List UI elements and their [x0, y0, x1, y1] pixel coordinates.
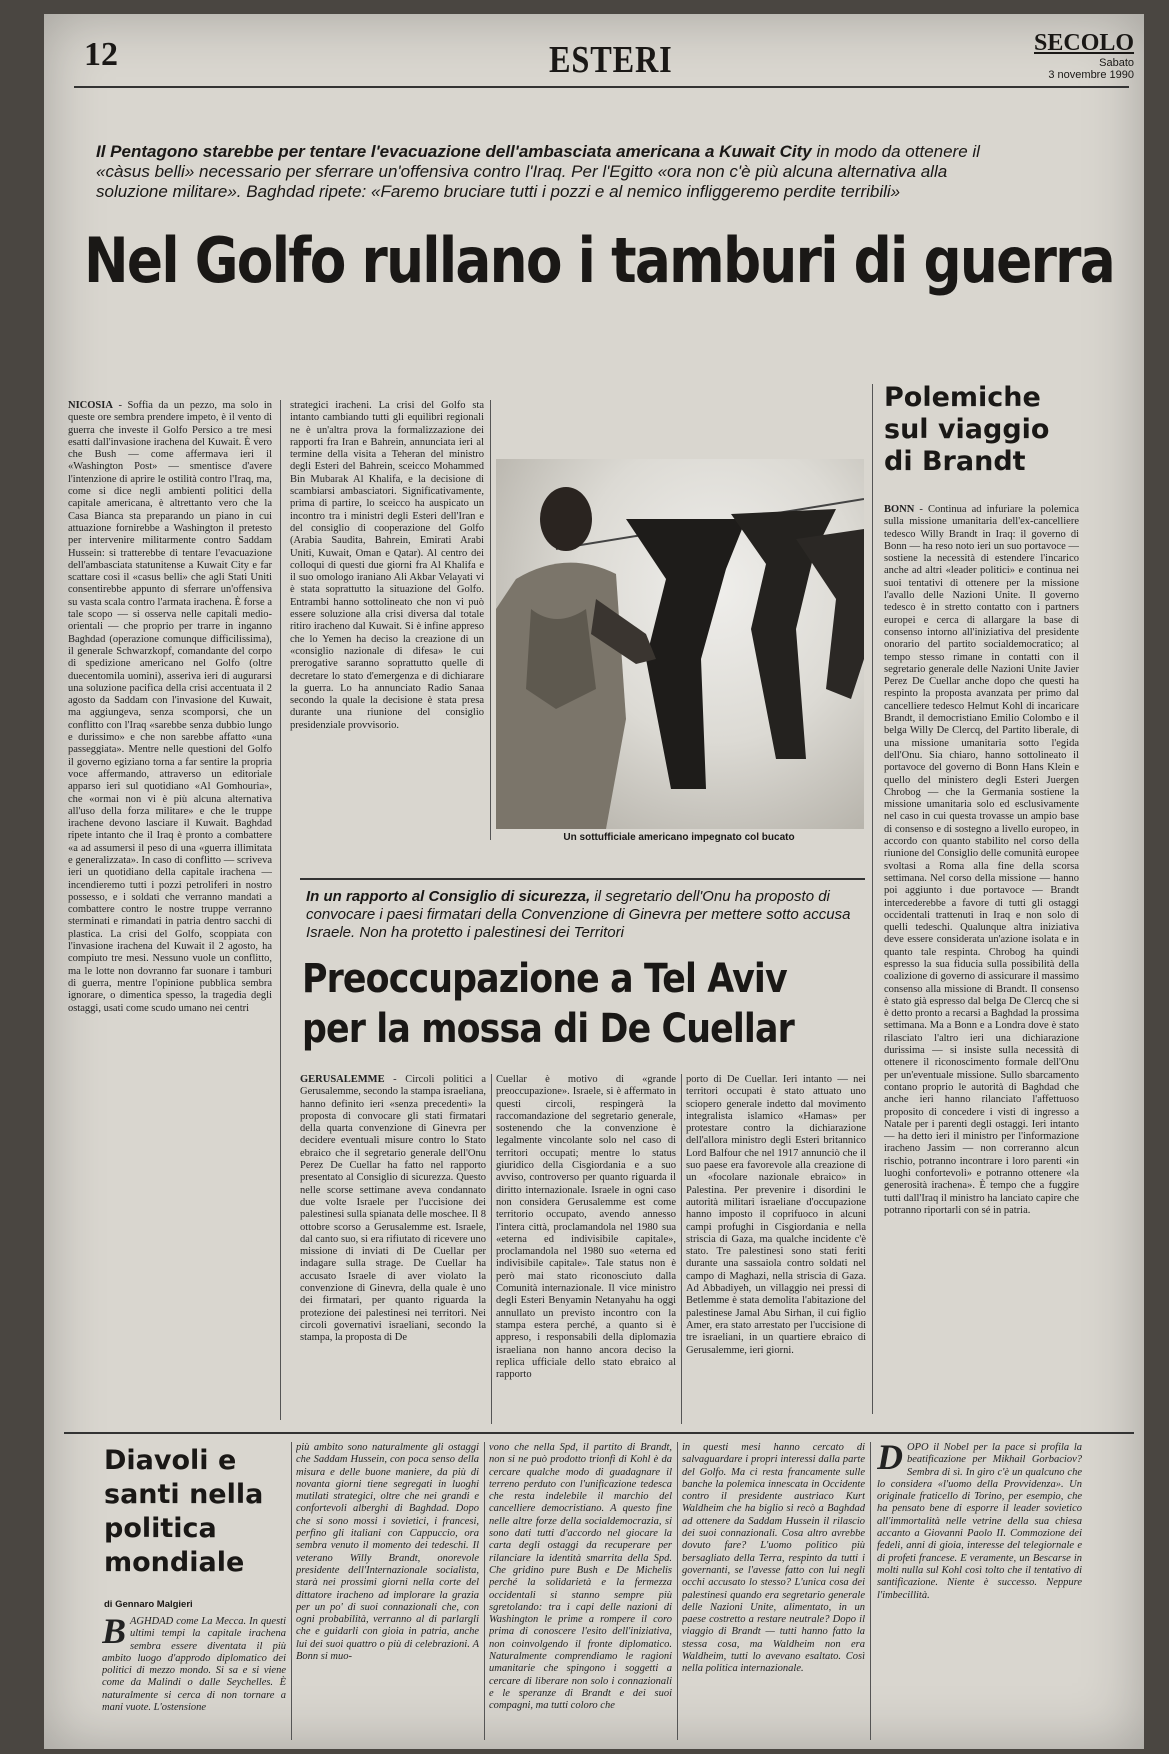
story3-column-5: [877, 1442, 1082, 1740]
story2-dateline: GERUSALEMME: [300, 1074, 385, 1085]
story1-leadin-bold: Il Pentagono starebbe per tentare l'evacuazione dell'ambasciata americana a Kuwait City: [96, 142, 812, 161]
story3-column-3: vono che nella Spd, il partito di Brandt, non si ne può prodotto trionfi di Kohl è da cercare qualche modo di guadagnare il terreno perduto con l'unificazione tedesca che resta indelebile il marchio del cancelliere democristiano. A questo fine nelle altre forze della socialdemocrazia, si sono dati tutti d'accordo nel giocare la carta degli ostaggi da recuperare per rilanciare la identità smarrita della Spd. Che gridino pure Bush e De Michelis perché la solidarietà e la fermezza occidentali si stanno sempre più sgretolando: tra i capi delle nazioni di Washington le prime a rompere il coro prima di conoscere l'esito dell'iniziativa, non coinvolgendo il fronte diplomatico. Naturalmente comprendiamo le ragioni umanitarie che spingono i soggetti a cercare di liberare non solo i connazionali e le speranze di Brandt e dei suoi compagni, ma tutti coloro che: [489, 1442, 672, 1712]
story3-column-1-text: AGHDAD come La Mecca. In questi ultimi tempi la capitale irachena sembra essere diventata il più ambito luogo d'approdo diplomatico dei politici di mezzo mondo. Si sa e si viene come da Malindi o dalle Seychelles. È naturalmente si cerca di non tornare a mani vuote. L'ostensione: [102, 1616, 286, 1714]
bottom-section-rule: [64, 1432, 1134, 1434]
column-rule: [490, 400, 491, 840]
column-rule: [484, 1442, 485, 1740]
story1-headline: Nel Golfo rullano i tamburi di guerra: [84, 224, 1114, 297]
masthead-logo: SECOLO: [1034, 30, 1135, 56]
header-rule: [74, 86, 1129, 88]
page-number: 12: [84, 36, 118, 73]
story3-column-2: più ambito sono naturalmente gli ostaggi che Saddam Hussein, con poca senso della misura e delle buone maniere, da più di novanta giorni tiene segregati in luoghi mutilati strategici, oltre che nei grandi e confortevoli alberghi di Baghdad. Dopo che si sono mossi i sovietici, i francesi, perfino gli italiani con Cappuccio, ora sembra venuto il momento dei tedeschi. Il veterano Willy Brandt, onorevole presidente dell'Internazionale socialista, starà nei prossimi giorni nella corte del dittatore iracheno ad implorare la grazia per un po' di suoi connazionali che, con ogni probabilità, verranno al di parlargli che e guidarli con gioia in patria, anche lui dei suoi quattro o più di celebrazioni. A Bonn si muo-: [296, 1442, 479, 1663]
story1-column-2: strategici iracheni. La crisi del Golfo sta intanto cambiando tutti gli equilibri regionali ne è un'altra prova la formalizzazione dei rapporti fra Iran e Bahrein, annunciata ieri al termine della visita a Teheran del ministro degli Esteri del Bahrein, sceicco Mohammed Bin Mubarak Al Khalifa, e la decisione di scambiarsi ambasciatori. Significativamente, prima di partire, lo sceicco ha auspicato un incontro tra i ministri degli Esteri dell'Iran e del consiglio di cooperazione del Golfo (Arabia Saudita, Bahrein, Emirati Arabi Uniti, Kuwait, Oman e Qatar). Al centro dei colloqui di questi due giorni fra Al Khalifa e il suo omologo iraniano Ali Akbar Velayati vi è stata soprattutto la situazione del Golfo. Entrambi hanno sottolineato che non vi può essere soluzione alla crisi diversa dal totale ritiro iracheno dal Kuwait. Si è infine appreso che lo Yemen ha deciso la creazione di un «consiglio nazionale di difesa» le cui prerogative saranno soprattutto quelle di decretare lo stato d'emergenza e di dichiarare la guerra. Lo ha annunciato Radio Sanaa secondo la quale la decisione è stata presa durante una riunione del consiglio presidenziale provvisorio.: [290, 400, 484, 731]
photo-illustration: [496, 459, 864, 829]
column-rule: [491, 1074, 492, 1424]
column-rule: [681, 1074, 682, 1424]
story1-dateline: NICOSIA: [68, 400, 113, 411]
story2-column-2: Cuellar è motivo di «grande preoccupazione». Israele, si è affermato in questi circoli, respingerà la raccomandazione del segretario generale, sostenendo che la convenzione è legalmente vincolante solo nel caso di territori occupati; mentre lo status giuridico della Cisgiordania e a suo avviso, controverso per quanto riguarda il diritto internazionale. Israele in ogni caso non considera Gerusalemme est come territorio occupato, avendo annesso l'intera città, proclamandola nel 1980 sua «eterna ed indivisibile capitale», proclamandola nel 1980 suo «eterna ed indivisibile capitale». Tale status non è però mai stato riconosciuto dalla Comunità internazionale. Il vice ministro degli Esteri Benyamin Netanyahu ha oggi annullato un previsto incontro con la stampa estera perché, a quanto si è appreso, i responsabili della diplomazia israeliana non hanno ancora deciso la replica ufficiale dello stato ebraico al rapporto: [496, 1074, 676, 1381]
story3-headline: Diavoli e santi nella politica mondiale: [104, 1445, 264, 1578]
story2-headline: Preoccupazione a Tel Aviv per la mossa di De Cuellar: [302, 956, 794, 1052]
photo-caption: Un sottufficiale americano impegnato col bucato: [563, 832, 795, 843]
column-rule: [291, 1442, 292, 1740]
masthead-date: 3 novembre 1990: [1048, 69, 1134, 81]
story2-rule: [300, 878, 865, 880]
newspaper-page: [44, 14, 1144, 1749]
sidebar-text: [884, 504, 1079, 1414]
story2-column-1-text: - Circoli politici a Gerusalemme, secondo la stampa israeliana, hanno definito ieri «senza precedenti» la proposta di convocare gli stati firmatari della quarta convenzione di Ginevra per decidere eventuali misure contro lo Stato ebraico che il segretario generale dell'Onu Perez De Cuellar ha fatto nel rapporto presentato al Consiglio di sicurezza. Questo nelle scorse settimane aveva condannato due volte Israele per l'uccisione dei palestinesi sulla spianata delle moschee. Il 8 ottobre scorso a Gerusalemme est. Israele, dal canto suo, si era rifiutato di ricevere uno missione di inviati di De Cuellar per indagare sulla strage. De Cuellar ha accusato Israele di aver violato la convenzione di Ginevra, della quale è uno dei firmatari, per quanto riguarda la protezione dei palestinesi nei territori. Nei circoli governativi israeliani, secondo la stampa, la proposta di De: [300, 1074, 486, 1344]
column-rule: [870, 1442, 871, 1740]
masthead: [1034, 30, 1134, 81]
story3-dropcap-2: D: [877, 1442, 903, 1477]
story2-column-1: [300, 1074, 486, 1424]
sidebar-headline: Polemiche sul viaggio di Brandt: [884, 382, 1050, 477]
sidebar-text-body: - Continua ad infuriare la polemica sulla missione umanitaria dell'ex-cancelliere tedesco Willy Brandt in Iraq: il governo di Bonn — ha reso noto ieri un suo portavoce — sostiene la necessità di estendere l'incarico anche ad altri «leader politici» e continua nei suoi tentativi di ottenere per la missione l'avallo delle Nazioni Unite. Il governo tedesco è in stretto contatto con i partners europei e cerca di allargare la base di consenso intorno all'iniziativa del presidente onorario del partito socialdemocratico; al tempo stesso rimane in contatti con il segretario generale delle Nazioni Unite Javier Perez De Cuellar anche dopo che questi ha respinto la proposta avanzata per primo dal cancelliere tedesco Helmut Kohl di incaricare Brandt, il democristiano Emilio Colombo e il belga Willy De Clercq, del Partito liberale, di una missione umanitaria sotto l'egida dell'Onu. Sia chiaro, hanno sottolineato il portavoce del governo di Bonn Hans Klein e quello del ministero degli Esteri Juergen Chrobog — che la Germania sostiene la missione umanitaria solo ed esclusivamente nel caso in cui questa trovasse un ampio base di consenso e di sostegno a livello europeo, in accordo con quanto stabilito nel corso della riunione del Consiglio delle comunità europee svoltasi a Roma alla fine della scorsa settimana. Nel corso della missione — hanno poi aggiunto i due portavoce — Brandt intercederebbe a favore di tutti gli ostaggi occidentali trattenuti in Iraq e non solo di quelli tedeschi. Qualunque altra iniziativa deve essere considerata un'azione isolata e in quanto tale respinta. Chrobog ha quindi espresso la sua fiducia sulla possibilità della coalizione di governo di assicurare il massimo consenso alla missione di Brandt. Il consenso è stato già espresso dal belga De Clercq che si è detto pronto a recarsi a Baghdad la prossima settimana. Ma a Bonn e a Londra dove è stato rilasciato l'altro ieri una dichiarazione durissima — si insiste sulla necessità di ottenere il riconoscimento formale dell'Onu per un'eventuale missione. Sullo sbarcamento contano proprio le autorità di Baghdad che anche ieri hanno rilanciato l'affettuoso proposito di concedere i visti di ingresso a Natale per i parenti degli ostaggi. Ieri intanto — ha detto ieri il ministro per l'informazione iracheno Jassim — non correranno alcun rischio, potranno incontrare i loro parenti «in luoghi confortevoli» e potranno ottenere «la generosità irachena». È tempo che a fuggire tutti dall'Iraq il ministro ha lanciato capire che potranno riportarli con sé in patria.: [884, 504, 1079, 1216]
section-title: ESTERI: [549, 39, 673, 81]
story3-dropcap-1: B: [102, 1616, 127, 1651]
story2-leadin-rest: il segretario dell'Onu ha proposto di convocare i paesi firmatari della Convenzione di Ginevra per mettere sotto accusa Israele. Non ha protetto i palestinesi dei Territori: [306, 888, 851, 941]
story3-column-5-text: OPO il Nobel per la pace si profila la beatificazione per Mikhail Gorbaciov? Sembra di sì. In giro c'è un qualcuno che lo considera «l'uomo della Provvidenza». Un originale fraticello di Torino, per esempio, che ha pensato bene di esporre il leader sovietico all'immortalità nelle vetrine della sua chiesa accanto a Giovanni Paolo II. Commozione dei fedeli, anni di gioia, interesse del telegiornale e di profeti francese. E veramente, un Bescarse in molti nulla sul Kohl così tolto che il tentativo di santificazione. Niente è successo. Neppure l'imbecillità.: [877, 1442, 1082, 1601]
photo-soldier-laundry: [496, 459, 864, 829]
story1-column-1: [68, 400, 272, 1425]
sidebar-dateline: BONN: [884, 504, 915, 515]
story3-byline: di Gennaro Malgieri: [104, 1599, 193, 1610]
story1-leadin-rest: in modo da ottenere il «càsus belli» necessario per sferrare un'offensiva contro l'Iraq. Per l'Egitto «ora non c'è più alcuna alternativa alla soluzione militare». Baghdad ripete: «Faremo bruciare tutti i pozzi e al nemico infliggeremo perdite terribili»: [96, 142, 980, 201]
story1-leadin: [96, 142, 996, 202]
story1-column-1-text: - Soffia da un pezzo, ma solo in queste ore sembra prendere impeto, è il vento di guerra che investe il Golfo Persico a tre mesi esatti dall'invasione irachena del Kuwait. È vero che Bush — come affermava ieri il «Washington Post» — smentisce d'avere l'intenzione di aprire le ostilità contro l'Iraq, ma, come si dice negli ambienti politici della capitale americana, è altrettanto vero che la Casa Bianca sta preparando un piano in cui attuazione fornirebbe a Washington il pretesto per intervenire militarmente contro Saddam Hussein: si tratterebbe di tentare l'evacuazione dell'ambasciata statunitense a Kuwait City e far scattare così il «casus belli» che agli Stati Uniti consentirebbe appunto di sferrare un'offensiva su vasta scala contro l'armata irachena. È forse a tale scopo — si osserva nelle capitali medio-orientali — che proprio per trarre in inganno Baghdad (operazione comunque difficilissima), il generale Schwarzkopf, comandante del corpo di spedizione americano nel Golfo (oltre duecentomila uomini), asseriva ieri di augurarsi una soluzione pacifica della crisi accentuata il 2 agosto da Saddam con l'invasione del Kuwait, ma aggiungeva, senza scomporsi, che un conflitto con l'Iraq «sarebbe senza dubbio lungo e durissimo» e che non sarebbe affatto «una passeggiata». Mentre nelle questioni del Golfo il governo egiziano torna a far sentire la propria voce affermando, attraverso un editoriale apparso ieri sul quotidiano «Al Gomhouria», che «ormai non vi è più alcuna alternativa all'uso della forza militare» e che le truppe irachene devono lasciare il Kuwait. Baghdad ripete intanto che il Iraq è pronto a combattere «a ad assumersi il peso di una «guerra illimitata e generalizzata». In caso di conflitto — scriveva ieri un quotidiano della capitale irachena — incendieremo tutti i pozzi petroliferi in nostro possesso, e i soldati che verranno mandati a combattere contro le nostre truppe verranno sterminati e rimandati in patria dentro sacchi di plastica. La crisi del Golfo, scoppiata con l'invasione irachena del Kuwait il 2 agosto, ha compiuto tre mesi. Nessuno vuole un conflitto, ma le lotte non dovranno far suonare i tamburi di guerra, mentre l'opinione pubblica sembra ignorare, o dimentica spesso, la tragedia degli ostaggi, usati come scudo umano nei centri: [68, 400, 272, 1014]
story3-column-4: in questi mesi hanno cercato di salvaguardare i propri interessi dalla parte del Golfo. Ma ci resta francamente sulle banche la polemica innescata in Occidente contro il presidente austriaco Kurt Waldheim che ha biglio si recò a Baghdad ad ottenere da Saddam Hussein il rilascio dei suoi connazionali. Cosa altro avrebbe dovuto fare? L'uomo politico più bersagliato della Terra, respinto da tutti i governanti, se l'avesse fatto con lui negli occhi accusato lo stesso? L'unica cosa dei palestinesi quando era segretario generale delle Nazioni Unite, alimentato, in un paese costretto a restare neutrale? Dopo il viaggio di Brandt — tutti hanno fatto la stessa cosa, ma Waldheim non era Waldheim, tutti lo avevano esaltato. Così nella politica internazionale.: [682, 1442, 865, 1675]
masthead-day: Sabato: [1099, 57, 1134, 69]
column-rule: [280, 400, 281, 1420]
column-rule: [677, 1442, 678, 1740]
story3-column-1: [102, 1616, 286, 1736]
story2-leadin-bold: In un rapporto al Consiglio di sicurezza,: [306, 888, 591, 905]
story2-column-3: porto di De Cuellar. Ieri intanto — nei territori occupati è stato attuato uno sciopero generale indetto dal movimento integralista islamico «Hamas» per protestare contro la dichiarazione dell'allora ministro degli Esteri britannico Lord Balfour che nel 1917 annunciò che il suo paese era favorevole alla creazione di un «focolare nazionale ebraico» in Palestina. Per prevenire i disordini le autorità militari israeliane d'occupazione hanno imposto il coprifuoco in alcuni campi profughi in Cisgiordania e nella striscia di Gaza, ma qualche incidente c'è stato. Tre palestinesi sono stati feriti durante una sassaiola contro soldati nel campo di Maghazi, nella striscia di Gaza. Ad Abbadiyeh, un villaggio nei pressi di Betlemme è stata demolita l'abitazione del palestinese Jamal Abu Sirhan, il cui figlio Amer, era stato arrestato per l'uccisione di tre israeliani, in un quartiere ebraico di Gerusalemme, ieri giorni.: [686, 1074, 866, 1356]
story2-leadin: [306, 888, 876, 942]
